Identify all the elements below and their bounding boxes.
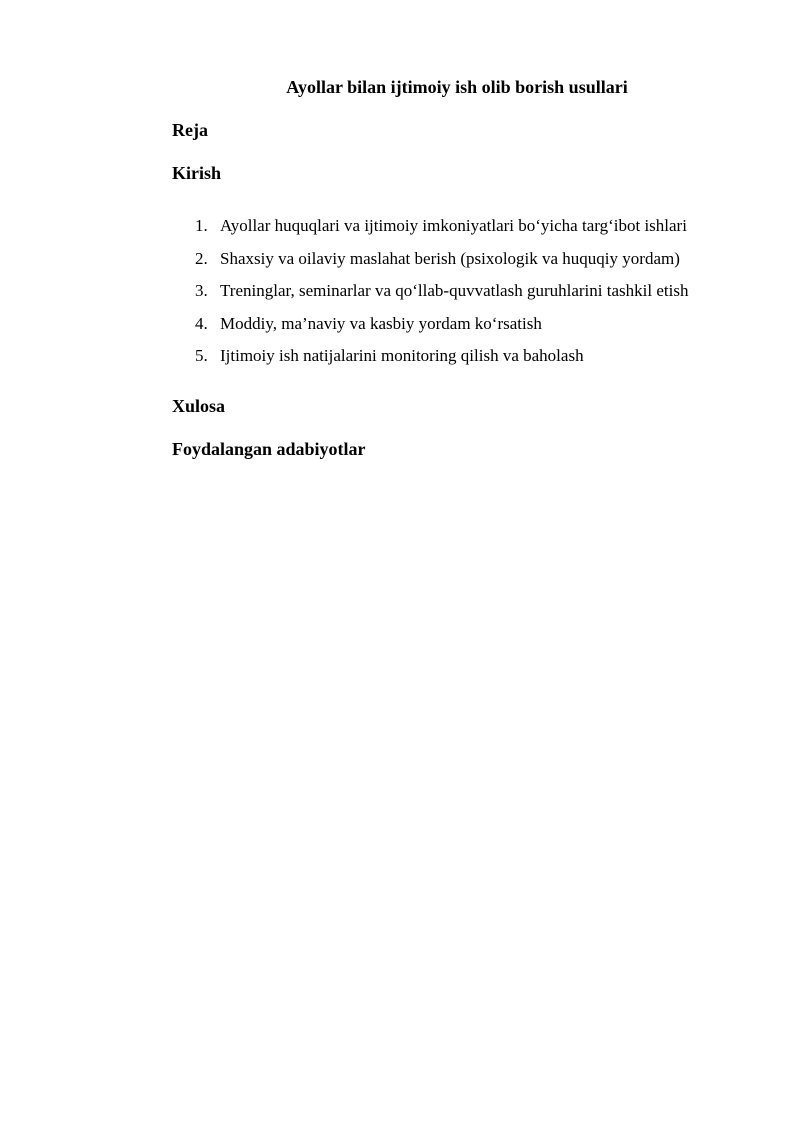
document-title: Ayollar bilan ijtimoiy ish olib borish usullari <box>286 77 628 97</box>
list-item-number: 2. <box>195 248 208 268</box>
list-item-text: Ayollar huquqlari va ijtimoiy imkoniyatlari bo‘yicha targ‘ibot ishlari <box>220 216 687 235</box>
conclusion-heading: Xulosa <box>172 396 226 416</box>
plan-list <box>195 210 775 373</box>
list-item <box>195 243 775 276</box>
plan-heading: Reja <box>172 120 208 140</box>
list-item-text: Shaxsiy va oilaviy maslahat berish (psixologik va huquqiy yordam) <box>220 248 680 268</box>
list-item-number: 3. <box>195 281 208 300</box>
list-item-text: Treninglar, seminarlar va qo‘llab-quvvatlash guruhlarini tashkil etish <box>220 281 689 300</box>
list-item <box>195 275 775 308</box>
list-item-number: 1. <box>195 216 208 235</box>
list-item-number: 4. <box>195 313 208 333</box>
list-item-text: Moddiy, ma’naviy va kasbiy yordam ko‘rsatish <box>220 313 542 333</box>
intro-heading: Kirish <box>172 163 222 183</box>
list-item <box>195 340 775 373</box>
list-item-number: 5. <box>195 346 208 365</box>
list-item <box>195 210 775 243</box>
list-item <box>195 308 775 341</box>
list-item-text: Ijtimoiy ish natijalarini monitoring qilish va baholash <box>220 346 584 365</box>
references-heading: Foydalangan adabiyotlar <box>172 439 366 459</box>
